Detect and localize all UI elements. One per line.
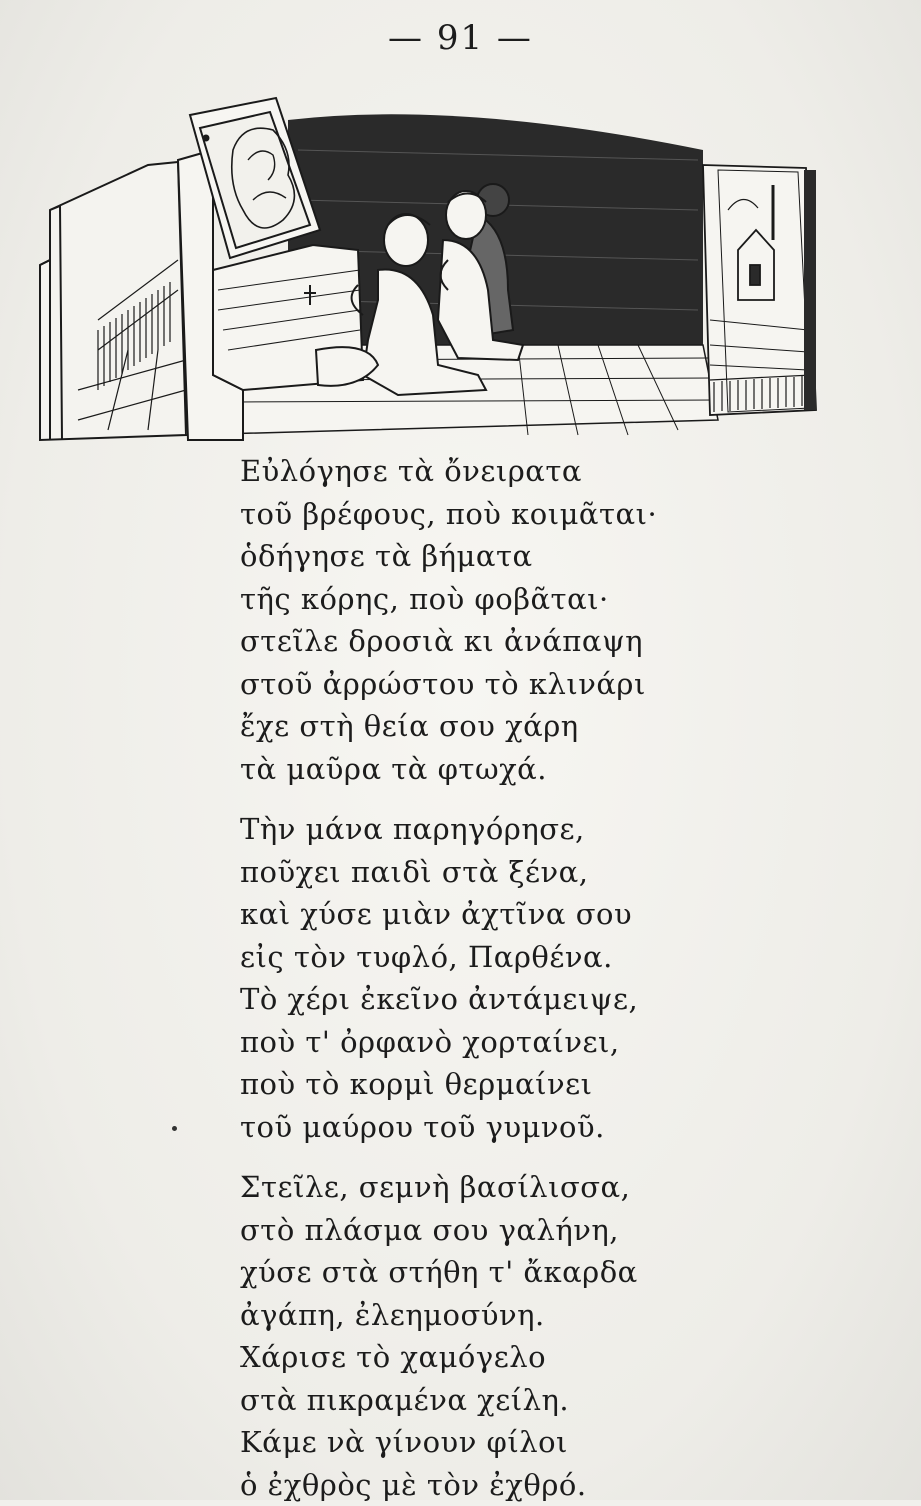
poem: [240, 450, 800, 1506]
poem-line: ἔχε στὴ θεία σου χάρη: [240, 705, 800, 748]
poem-line: εἰς τὸν τυφλό, Παρθένα.: [240, 936, 800, 979]
poem-line: ὁ ἐχθρὸς μὲ τὸν ἐχθρό.: [240, 1464, 800, 1506]
poem-line: τοῦ βρέφους, ποὺ κοιμᾶται·: [240, 493, 800, 536]
poem-line: ποὺ τ' ὀρφανὸ χορταίνει,: [240, 1021, 800, 1064]
chapel-landscape: [703, 165, 816, 415]
poem-line: τοῦ μαύρου τοῦ γυμνοῦ.: [240, 1106, 800, 1149]
poem-line: Στεῖλε, σεμνὴ βασίλισσα,: [240, 1166, 800, 1209]
poem-line: Εὐλόγησε τὰ ὄνειρατα: [240, 450, 800, 493]
stanza-3: [240, 1166, 800, 1506]
stanza-1: [240, 450, 800, 790]
left-gate-panel: [40, 162, 186, 440]
poem-line: στοῦ ἀρρώστου τὸ κλινάρι: [240, 663, 800, 706]
poem-line: Κάμε νὰ γίνουν φίλοι: [240, 1421, 800, 1464]
poem-line: Τὴν μάνα παρηγόρησε,: [240, 808, 800, 851]
poem-line: ποὺ τὸ κορμὶ θερμαίνει: [240, 1063, 800, 1106]
poem-line: καὶ χύσε μιὰν ἀχτῖνα σου: [240, 893, 800, 936]
poem-line: Τὸ χέρι ἐκεῖνο ἀντάμειψε,: [240, 978, 800, 1021]
poem-line: στὰ πικραμένα χείλη.: [240, 1379, 800, 1422]
page-number: — 91 —: [0, 18, 921, 58]
margin-dot: [172, 1126, 177, 1131]
poem-line: χύσε στὰ στήθη τ' ἄκαρδα: [240, 1251, 800, 1294]
poem-line: τὰ μαῦρα τὰ φτωχά.: [240, 748, 800, 791]
poem-line: τῆς κόρης, ποὺ φοβᾶται·: [240, 578, 800, 621]
stanza-2: [240, 808, 800, 1148]
poem-line: ὁδήγησε τὰ βήματα: [240, 535, 800, 578]
poem-line: ποῦχει παιδὶ στὰ ξένα,: [240, 851, 800, 894]
poem-line: στὸ πλάσμα σου γαλήνη,: [240, 1209, 800, 1252]
poem-line: ἀγάπη, ἐλεημοσύνη.: [240, 1294, 800, 1337]
illustration-children-praying: [38, 90, 828, 450]
poem-line: Χάρισε τὸ χαμόγελο: [240, 1336, 800, 1379]
poem-line: στεῖλε δροσιὰ κι ἀνάπαψη: [240, 620, 800, 663]
